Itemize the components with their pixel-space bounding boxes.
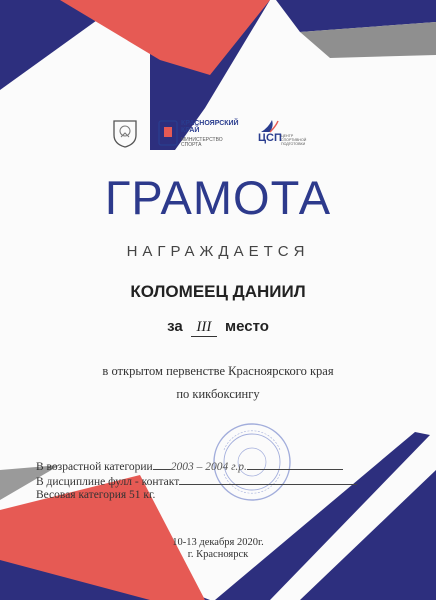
place-suffix: место — [225, 318, 269, 335]
event-line-2: по кикбоксингу — [176, 387, 260, 401]
csp-title-line2: СПОРТИВНОЙ — [281, 137, 307, 142]
csp-title-line1: ЦЕНТР — [281, 134, 294, 138]
place-number: III — [191, 319, 217, 337]
recipient-name: КОЛОМЕЕЦ ДАНИИЛ — [130, 282, 306, 301]
krai-title-line1: КРАСНОЯРСКИЙ — [181, 120, 239, 127]
krai-emblem-icon — [158, 120, 178, 146]
event-date: 10-13 декабря 2020г. — [172, 537, 264, 548]
awarded-heading: НАГРАЖДАЕТСЯ — [126, 243, 310, 260]
weight-category-row — [36, 489, 357, 502]
discipline-row — [36, 474, 357, 489]
krai-title-line2: КРАЙ — [181, 127, 200, 135]
competition-details — [36, 459, 357, 502]
event-line-1: в открытом первенстве Красноярского края — [102, 364, 334, 378]
age-category-label: В возрастной категории — [36, 461, 153, 473]
krai-title — [181, 120, 239, 135]
discipline-label: В дисциплине фулл - контакт — [36, 476, 180, 488]
csp-title-line3: ПОДГОТОВКИ — [281, 141, 306, 146]
ministry-title-line2: СПОРТА — [181, 142, 202, 149]
csp-abbr: ЦСП — [258, 132, 282, 144]
place-line — [0, 318, 436, 337]
age-category-value: 2003 – 2004 г.р. — [170, 461, 247, 473]
place-prefix: за — [167, 318, 183, 335]
coat-of-arms-icon — [112, 118, 138, 148]
csp-title — [281, 135, 306, 146]
ministry-title — [181, 138, 223, 149]
logo-row — [0, 118, 436, 154]
weight-category-label: Весовая категория 51 кг. — [36, 489, 156, 501]
age-category-row — [36, 459, 357, 474]
event-city: г. Красноярск — [187, 549, 249, 560]
certificate-title: ГРАМОТА — [104, 171, 332, 224]
ministry-title-line1: МИНИСТЕРСТВО — [181, 137, 223, 143]
